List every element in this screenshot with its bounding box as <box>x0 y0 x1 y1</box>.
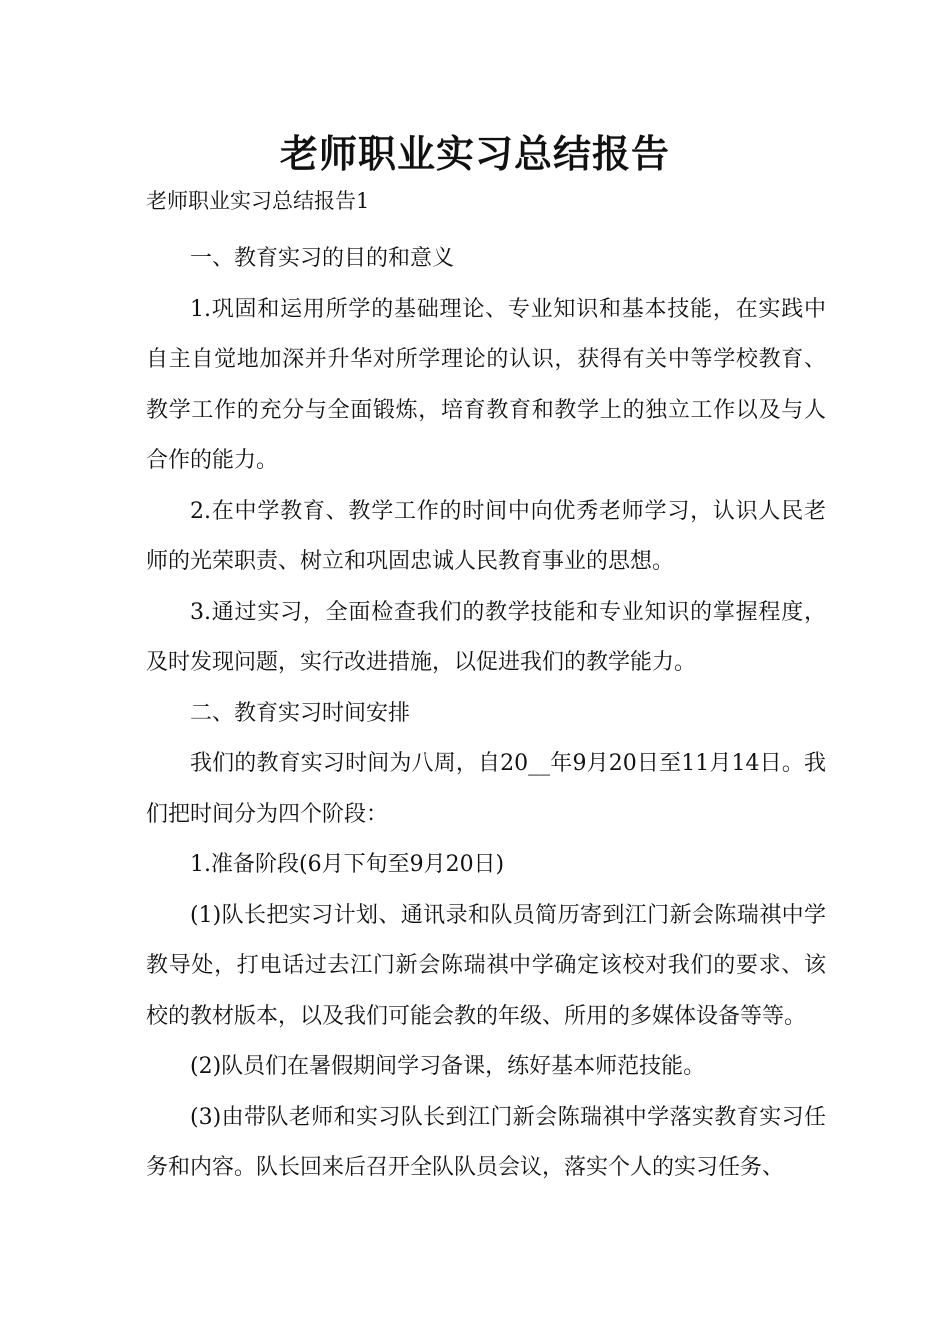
document-body <box>146 234 826 1194</box>
paragraph: (2)队员们在暑假期间学习备课，练好基本师范技能。 <box>190 1054 706 1079</box>
paragraph: 1.准备阶段(6月下旬至9月20日) <box>190 852 505 877</box>
paragraph: 我们的教育实习时间为八周，自20__年9月20日至11月14日。我们把时间分为四个阶段： <box>146 751 826 827</box>
paragraph: (1)队长把实习计划、通讯录和队员简历寄到江门新会陈瑞祺中学教导处，打电话过去江门新会陈瑞祺中学确定该校对我们的要求、该校的教材版本，以及我们可能会教的年级、所用的多媒体设备等等。 <box>146 902 826 1029</box>
paragraph: 1.巩固和运用所学的基础理论、专业知识和基本技能，在实践中自主自觉地加深并升华对所学理论的认识，获得有关中等学校教育、教学工作的充分与全面锻炼，培育教育和教学上的独立工作以及与人合作的能力。 <box>146 296 826 473</box>
paragraph: 3.通过实习，全面检查我们的教学技能和专业知识的掌握程度，及时发现问题，实行改进措施，以促进我们的教学能力。 <box>146 599 826 675</box>
document-subtitle: 老师职业实习总结报告1 <box>146 189 370 213</box>
paragraph: 2.在中学教育、教学工作的时间中向优秀老师学习，认识人民老师的光荣职责、树立和巩固忠诚人民教育事业的思想。 <box>146 498 826 574</box>
section-heading: 一、教育实习的目的和意义 <box>190 246 455 271</box>
section-heading: 二、教育实习时间安排 <box>190 700 411 726</box>
paragraph: (3)由带队老师和实习队长到江门新会陈瑞祺中学落实教育实习任务和内容。队长回来后召开全队队员会议，落实个人的实习任务、 <box>146 1104 826 1180</box>
document-title: 老师职业实习总结报告 <box>279 131 670 176</box>
